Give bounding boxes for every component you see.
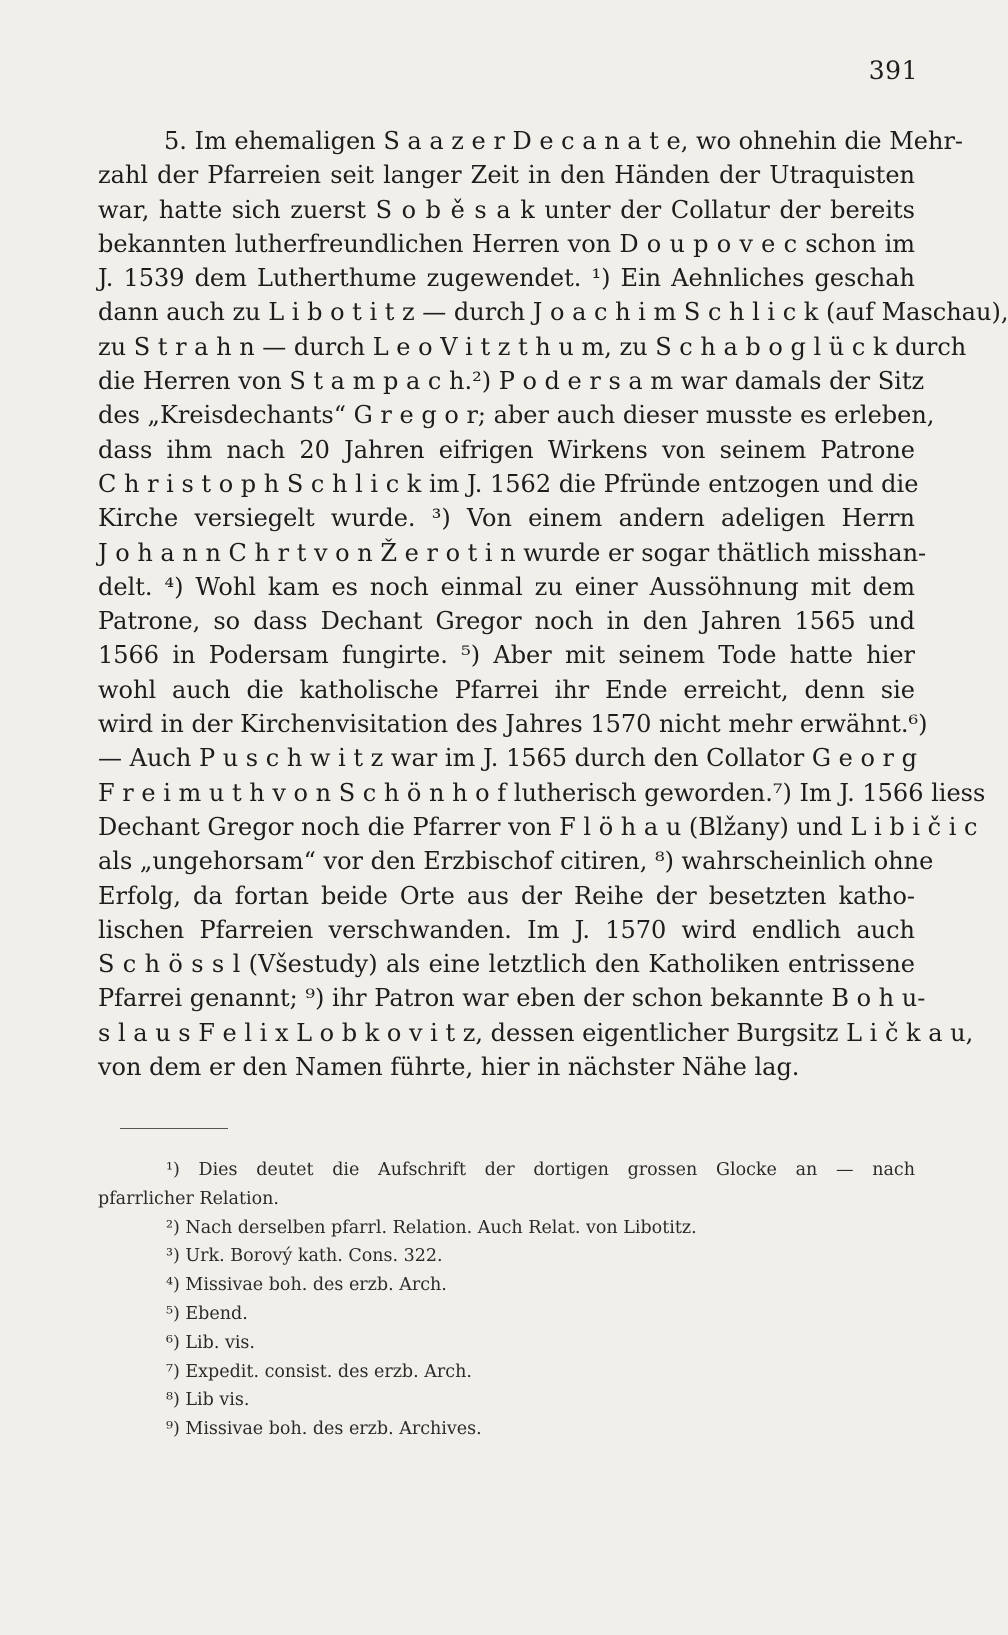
footnote-8: ⁸) Lib vis. [166,1390,250,1411]
text-line: dass ihm nach 20 Jahren eifrigen Wirkens von seinem Patrone [98,435,915,464]
text-line: des „Kreisdechants“ G r e g o r; aber auch dieser musste es erleben, [98,401,935,430]
footnote-7: ⁷) Expedit. consist. des erzb. Arch. [166,1361,472,1382]
text-line: Pfarrei genannt; ⁹) ihr Patron war eben der schon bekannte B o h u- [98,984,926,1013]
text-line: als „ungehorsam“ vor den Erzbischof citiren, ⁸) wahrscheinlich ohne [98,847,934,876]
text-line: s l a u s F e l i x L o b k o v i t z, dessen eigentlicher Burgsitz L i č k a u, [98,1018,974,1047]
footnote-1-cont: pfarrlicher Relation. [98,1188,279,1209]
text-line: lischen Pfarreien verschwanden. Im J. 1570 wird endlich auch [98,915,915,944]
footnote-5: ⁵) Ebend. [166,1303,248,1324]
footnote-4: ⁴) Missivae boh. des erzb. Arch. [166,1275,447,1296]
footnote-3: ³) Urk. Borový kath. Cons. 322. [166,1246,443,1267]
main-text [98,124,1008,1084]
text-line: J o h a n n C h r t v o n Ž e r o t i n wurde er sogar thätlich misshan- [98,538,927,567]
text-line: war, hatte sich zuerst S o b ě s a k unter der Collatur der bereits [98,195,915,224]
text-line: Erfolg, da fortan beide Orte aus der Reihe der besetzten katho- [98,881,915,910]
footnote-1: ¹) Dies deutet die Aufschrift der dortigen grossen Glocke an — nach [166,1160,915,1180]
text-line: bekannten lutherfreundlichen Herren von D o u p o v e c schon im [98,229,915,258]
text-line: delt. ⁴) Wohl kam es noch einmal zu einer Aussöhnung mit dem [98,572,915,601]
footnote-2: ²) Nach derselben pfarrl. Relation. Auch Relat. von Libotitz. [166,1217,697,1238]
text-line: 1566 in Podersam fungirte. ⁵) Aber mit seinem Tode hatte hier [98,641,915,670]
footnote-9: ⁹) Missivae boh. des erzb. Archives. [166,1419,482,1440]
text-line: J. 1539 dem Lutherthume zugewendet. ¹) Ein Aehnliches geschah [98,264,915,293]
text-line: dann auch zu L i b o t i t z — durch J o a c h i m S c h l i c k (auf Maschau), [98,298,1008,327]
page-number: 391 [868,56,918,85]
text-line: zahl der Pfarreien seit langer Zeit in den Händen der Utraquisten [98,161,915,190]
text-line: Dechant Gregor noch die Pfarrer von F l ö h a u (Blžany) und L i b i č i c [98,812,978,841]
text-line: wohl auch die katholische Pfarrei ihr Ende erreicht, denn sie [98,675,915,704]
text-line: von dem er den Namen führte, hier in nächster Nähe lag. [98,1053,800,1082]
footnotes [98,1156,915,1444]
text-line: wird in der Kirchenvisitation des Jahres 1570 nicht mehr erwähnt.⁶) [98,710,928,739]
text-line: C h r i s t o p h S c h l i c k im J. 1562 die Pfründe entzogen und die [98,469,919,498]
footnote-6: ⁶) Lib. vis. [166,1332,255,1353]
footnote-separator [120,1128,228,1129]
text-line: Patrone, so dass Dechant Gregor noch in den Jahren 1565 und [98,607,915,636]
text-line: F r e i m u t h v o n S c h ö n h o f lutherisch geworden.⁷) Im J. 1566 liess [98,778,986,807]
text-line: die Herren von S t a m p a c h.²) P o d e r s a m war damals der Sitz [98,367,925,396]
text-line: S c h ö s s l (Všestudy) als eine letztlich den Katholiken entrissene [98,950,915,979]
text-line: zu S t r a h n — durch L e o V i t z t h u m, zu S c h a b o g l ü c k durch [98,332,967,361]
text-line: 5. Im ehemaligen S a a z e r D e c a n a t e, wo ohnehin die Mehr- [164,127,964,155]
text-line: — Auch P u s c h w i t z war im J. 1565 durch den Collator G e o r g [98,744,917,773]
text-line: Kirche versiegelt wurde. ³) Von einem andern adeligen Herrn [98,504,915,533]
